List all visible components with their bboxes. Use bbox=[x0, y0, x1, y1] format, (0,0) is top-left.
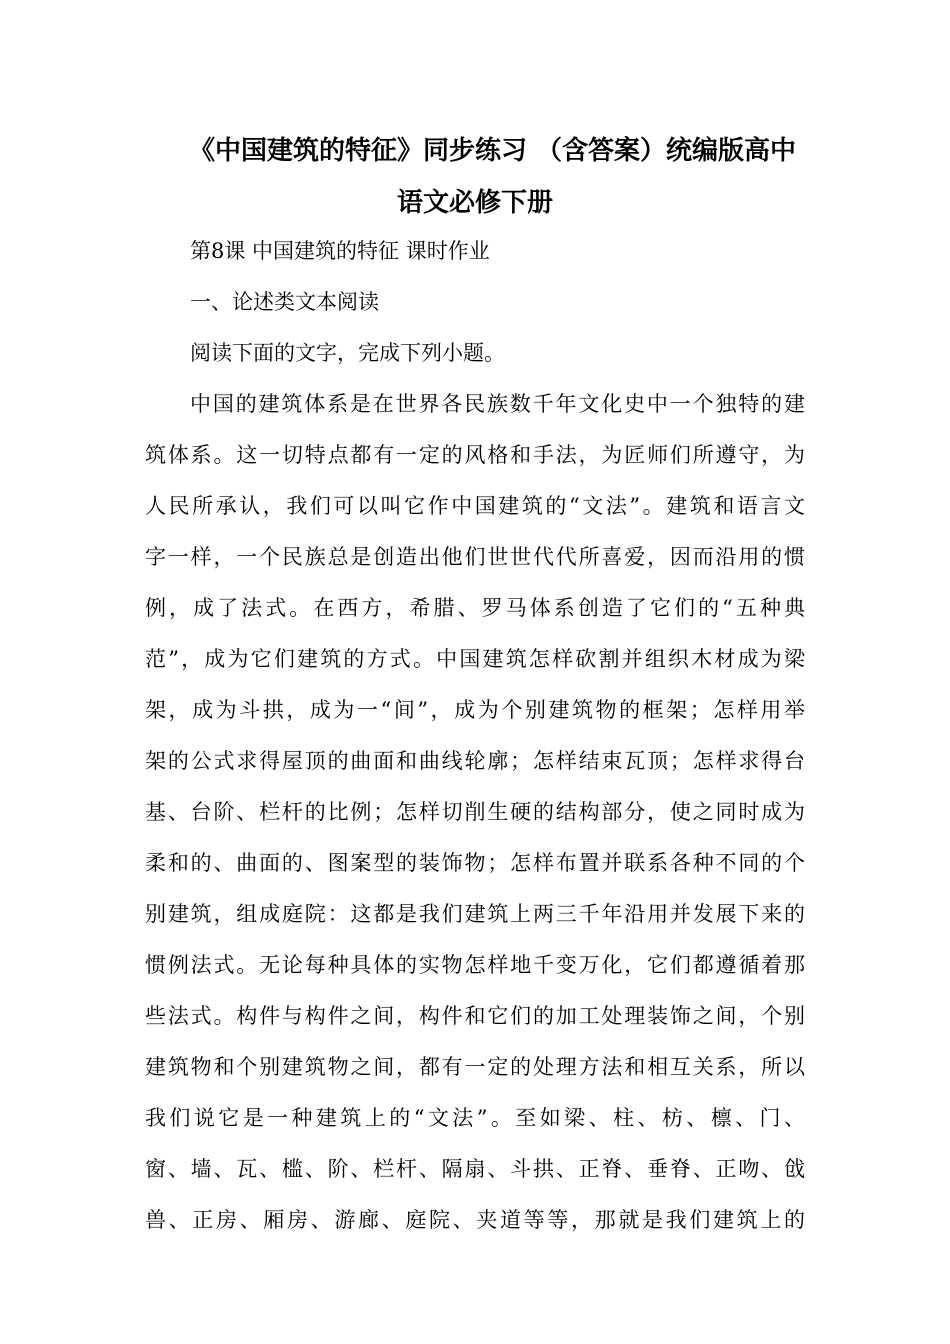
passage-line: 筑体系。这一切特点都有一定的风格和手法，为匠师们所遵守，为 bbox=[145, 443, 805, 467]
passage-line: 基、台阶、栏杆的比例；怎样切削生硬的结构部分，使之同时成为 bbox=[145, 800, 805, 824]
passage-line: 兽、正房、厢房、游廊、庭院、夹道等等，那就是我们建筑上的 bbox=[145, 1208, 805, 1232]
passage-line: 窗、墙、瓦、槛、阶、栏杆、隔扇、斗拱、正脊、垂脊、正吻、戗 bbox=[145, 1157, 805, 1181]
lesson-heading: 第8课 中国建筑的特征 课时作业 bbox=[190, 239, 490, 263]
document-title-line-1: 《中国建筑的特征》同步练习 （含答案）统编版高中 bbox=[188, 136, 797, 166]
passage-line: 别建筑，组成庭院：这都是我们建筑上两三千年沿用并发展下来的 bbox=[145, 902, 805, 926]
passage-line: 人民所承认，我们可以叫它作中国建筑的“文法”。建筑和语言文 bbox=[145, 494, 805, 518]
passage-line: 例，成了法式。在西方，希腊、罗马体系创造了它们的“五种典 bbox=[145, 596, 805, 620]
passage-line: 架的公式求得屋顶的曲面和曲线轮廓；怎样结束瓦顶；怎样求得台 bbox=[145, 749, 805, 773]
passage-line: 字一样，一个民族总是创造出他们世世代代所喜爱，因而沿用的惯 bbox=[145, 545, 805, 569]
passage-line: 些法式。构件与构件之间，构件和它们的加工处理装饰之间，个别 bbox=[145, 1004, 805, 1028]
passage-line: 范”，成为它们建筑的方式。中国建筑怎样砍割并组织木材成为梁 bbox=[145, 647, 805, 671]
reading-instruction: 阅读下面的文字，完成下列小题。 bbox=[190, 341, 505, 365]
passage-line: 架，成为斗拱，成为一“间”，成为个别建筑物的框架；怎样用举 bbox=[145, 698, 805, 722]
passage-line: 惯例法式。无论每种具体的实物怎样地千变万化，它们都遵循着那 bbox=[145, 953, 805, 977]
document-title-line-2: 语文必修下册 bbox=[396, 188, 553, 218]
section-heading: 一、论述类文本阅读 bbox=[190, 290, 379, 314]
passage-line: 柔和的、曲面的、图案型的装饰物；怎样布置并联系各种不同的个 bbox=[145, 851, 805, 875]
passage-line: 中国的建筑体系是在世界各民族数千年文化史中一个独特的建 bbox=[190, 392, 805, 416]
passage-line: 建筑物和个别建筑物之间，都有一定的处理方法和相互关系，所以 bbox=[145, 1055, 805, 1079]
passage-line: 我们说它是一种建筑上的“文法”。至如梁、柱、枋、檩、门、 bbox=[145, 1106, 805, 1130]
